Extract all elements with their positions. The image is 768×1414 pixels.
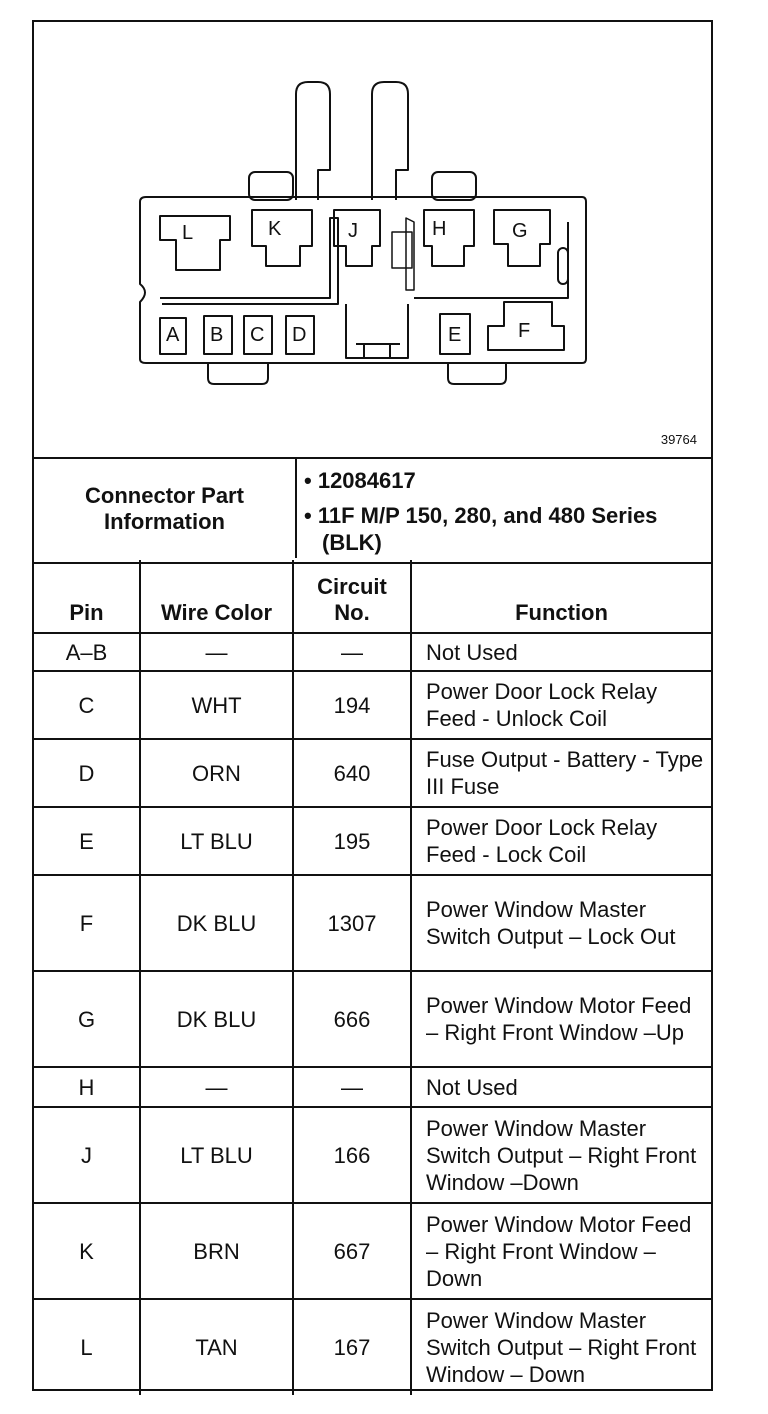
wire-color-cell: — — [140, 633, 293, 671]
cavity-label-k: K — [268, 218, 282, 240]
table-row — [34, 1299, 711, 1395]
connector-part-information — [34, 457, 711, 564]
circuit-cell: 640 — [293, 739, 411, 807]
table-row — [34, 807, 711, 875]
table-row — [34, 971, 711, 1067]
header-circuit-no: Circuit No. — [293, 560, 411, 633]
connector-sheet — [32, 20, 713, 1391]
function-cell: Not Used — [411, 1067, 711, 1107]
table-row — [34, 1067, 711, 1107]
connector-info-values — [304, 467, 704, 556]
table-row — [34, 1203, 711, 1299]
circuit-cell: 166 — [293, 1107, 411, 1203]
circuit-cell: 167 — [293, 1299, 411, 1395]
pin-cell: G — [34, 971, 140, 1067]
function-cell: Power Window Master Switch Output – Lock Out — [411, 875, 711, 971]
pin-cell: K — [34, 1203, 140, 1299]
wire-color-cell: DK BLU — [140, 971, 293, 1067]
header-pin: Pin — [34, 560, 140, 633]
wire-color-cell: TAN — [140, 1299, 293, 1395]
wire-color-cell: LT BLU — [140, 1107, 293, 1203]
pin-cell: D — [34, 739, 140, 807]
cavity-label-e: E — [448, 324, 462, 346]
function-cell: Fuse Output - Battery - Type III Fuse — [411, 739, 711, 807]
connector-diagram — [34, 22, 711, 457]
table-row — [34, 1107, 711, 1203]
function-cell: Power Window Master Switch Output – Right Front Window – Down — [411, 1299, 711, 1395]
table-row — [34, 739, 711, 807]
circuit-cell: 1307 — [293, 875, 411, 971]
pin-cell: C — [34, 671, 140, 739]
header-function: Function — [411, 560, 711, 633]
function-cell: Power Window Motor Feed – Right Front Window – Down — [411, 1203, 711, 1299]
circuit-cell: 195 — [293, 807, 411, 875]
pin-cell: E — [34, 807, 140, 875]
wire-color-cell: DK BLU — [140, 875, 293, 971]
function-cell: Not Used — [411, 633, 711, 671]
circuit-cell: — — [293, 1067, 411, 1107]
circuit-cell: — — [293, 633, 411, 671]
cavity-label-a: A — [166, 324, 180, 346]
wire-color-cell: LT BLU — [140, 807, 293, 875]
function-cell: Power Door Lock Relay Feed - Lock Coil — [411, 807, 711, 875]
table-row — [34, 875, 711, 971]
wire-color-cell: WHT — [140, 671, 293, 739]
function-cell: Power Window Master Switch Output – Right Front Window –Down — [411, 1107, 711, 1203]
circuit-cell: 194 — [293, 671, 411, 739]
cavity-label-j: J — [348, 220, 358, 242]
part-number — [304, 467, 704, 494]
pin-cell: L — [34, 1299, 140, 1395]
cavity-label-g: G — [512, 220, 528, 242]
cavity-label-b: B — [210, 324, 224, 346]
function-cell: Power Window Motor Feed – Right Front Window –Up — [411, 971, 711, 1067]
connector-info-label: Connector Part Information — [34, 459, 297, 558]
header-wire-color: Wire Color — [140, 560, 293, 633]
figure-number: 39764 — [660, 432, 697, 447]
connector-description — [304, 502, 704, 556]
connector-description-value: 11F M/P 150, 280, and 480 Series (BLK) — [317, 503, 658, 555]
bullet: • — [304, 503, 312, 528]
pin-cell: J — [34, 1107, 140, 1203]
circuit-cell: 666 — [293, 971, 411, 1067]
wire-color-cell: — — [140, 1067, 293, 1107]
cavity-label-f: F — [518, 320, 531, 342]
circuit-cell: 667 — [293, 1203, 411, 1299]
bullet: • — [304, 468, 312, 493]
wire-color-cell: ORN — [140, 739, 293, 807]
pin-cell: F — [34, 875, 140, 971]
table-row — [34, 633, 711, 671]
table-row — [34, 671, 711, 739]
function-cell: Power Door Lock Relay Feed - Unlock Coil — [411, 671, 711, 739]
cavity-label-h: H — [432, 218, 447, 240]
cavity-label-d: D — [292, 324, 307, 346]
pinout-table — [34, 560, 711, 1395]
cavity-label-l: L — [182, 222, 194, 244]
part-number-value: 12084617 — [317, 468, 416, 493]
table-header-row — [34, 560, 711, 633]
pin-cell: H — [34, 1067, 140, 1107]
wire-color-cell: BRN — [140, 1203, 293, 1299]
cavity-label-c: C — [250, 324, 265, 346]
pin-cell: A–B — [34, 633, 140, 671]
